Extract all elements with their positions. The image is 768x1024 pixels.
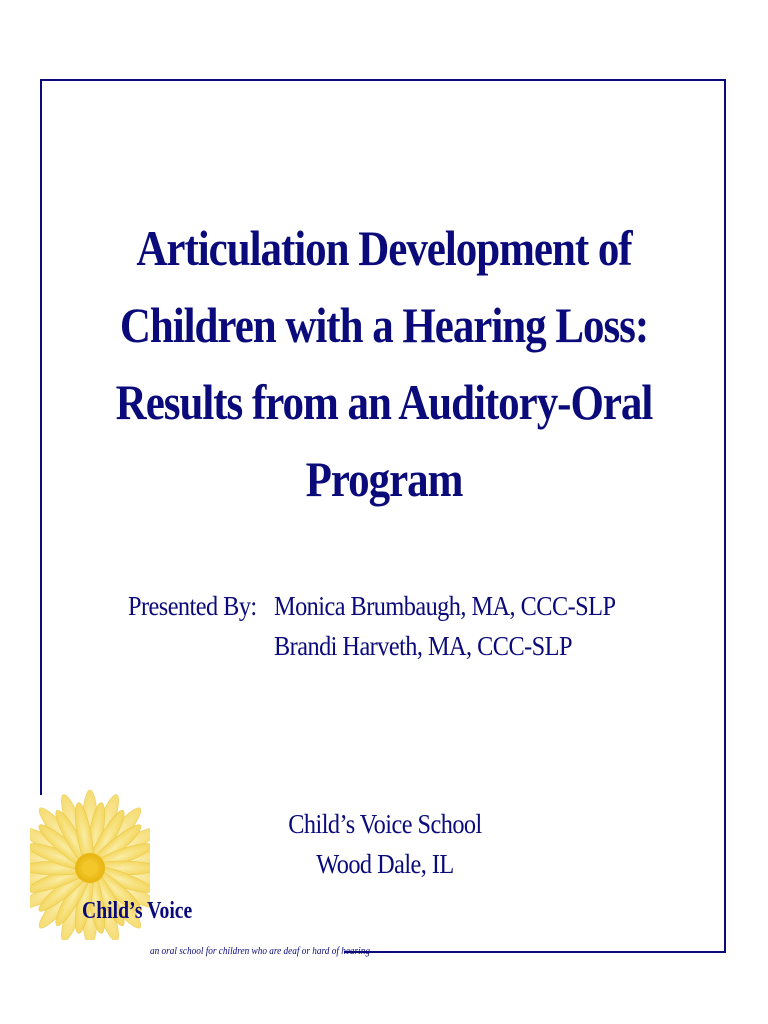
title-line-2: Children with a Hearing Loss: [119, 297, 649, 353]
title-line-4: Program [305, 451, 463, 507]
title-line-3: Results from an Auditory-Oral [115, 374, 653, 430]
presenter-name-2: Brandi Harveth, MA, CCC-SLP [274, 631, 572, 661]
presenter-row-1 [128, 586, 648, 626]
presenter-row-2 [128, 626, 648, 666]
title-line-1: Articulation Development of [136, 220, 632, 276]
childs-voice-logo [30, 780, 370, 970]
logo-tagline: an oral school for children who are deaf or hard of hearing [150, 946, 370, 957]
logo-name: Child’s Voice [82, 898, 193, 924]
slide-title [105, 210, 662, 518]
school-location: Wood Dale, IL [316, 849, 454, 879]
school-name: Child’s Voice School [288, 809, 482, 839]
presenters-label-spacer [128, 626, 259, 666]
presenter-name-1: Monica Brumbaugh, MA, CCC-SLP [274, 591, 616, 621]
presenters-label: Presented By: [128, 591, 257, 621]
bottom-rule [345, 951, 726, 953]
presenters-block [128, 586, 648, 666]
